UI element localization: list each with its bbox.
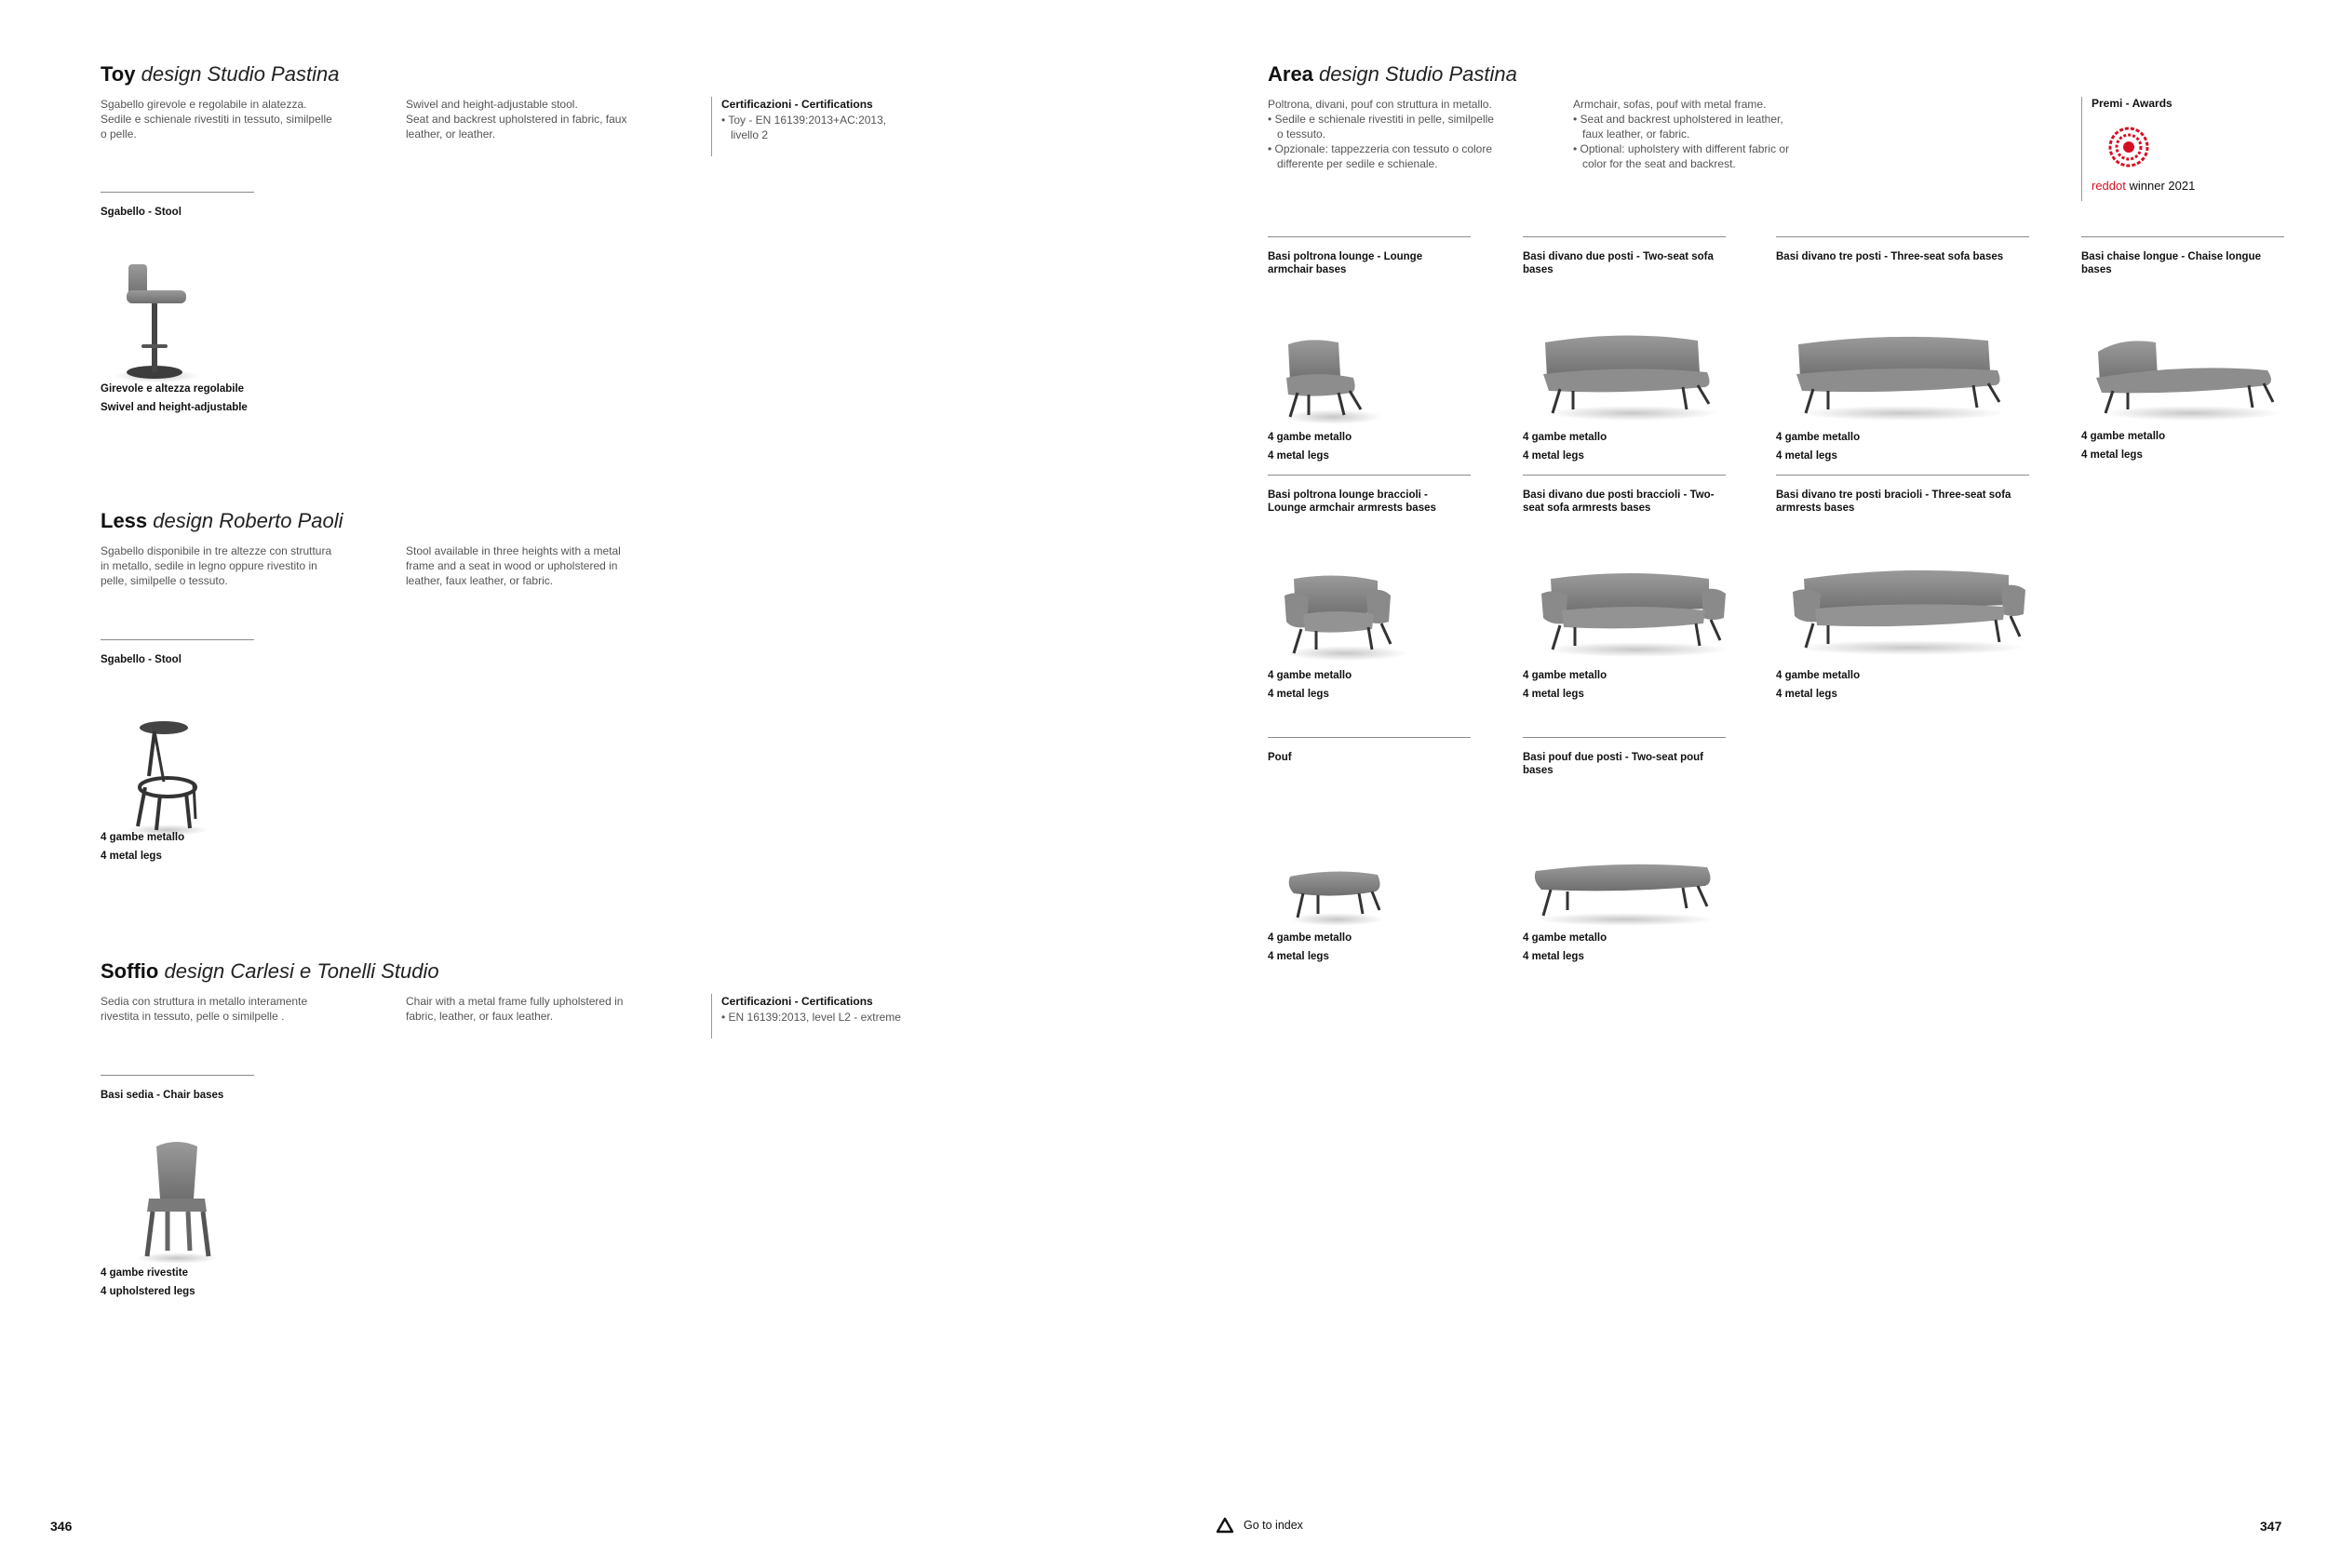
area-item-title: Basi poltrona lounge braccioli - Lounge armchair armrests bases (1268, 489, 1436, 514)
reddot-award-text: reddot winner 2021 (2092, 179, 2196, 193)
less-caption-en: 4 metal legs (101, 851, 162, 862)
toy-caption-en: Swivel and height-adjustable (101, 402, 248, 413)
area-item-caption-it: 4 gambe metallo (1523, 670, 1607, 681)
area-title (1268, 61, 1517, 87)
area-item-title: Basi divano due posti braccioli - Two-seat sofa armrests bases (1523, 489, 1715, 514)
area-awards: Premi - Awards reddot winner 2021 (2081, 97, 2195, 201)
toy-desc-en: Swivel and height-adjustable stool. Seat and backrest upholstered in fabric, faux leather, or leather. (406, 98, 627, 141)
divider (1523, 475, 1726, 476)
area-item-title: Basi pouf due posti - Two-seat pouf bases (1523, 752, 1704, 776)
chaise-longue-image (2094, 329, 2280, 422)
divider (1268, 475, 1471, 476)
area-item-caption-en: 4 metal legs (1268, 689, 1329, 700)
area-item-caption-en: 4 metal legs (1268, 951, 1329, 962)
divider (1268, 737, 1471, 738)
area-item-caption-it: 4 gambe metallo (1776, 432, 1861, 443)
divider (101, 192, 254, 193)
triangle-icon (1216, 1517, 1234, 1534)
go-to-index-label: Go to index (1244, 1519, 1303, 1532)
toy-caption-it: Girevole e altezza regolabile (101, 383, 245, 395)
toy-desc-it: Sgabello girevole e regolabile in alatezza. Sedile e schienale rivestiti in tessuto, similpelle o pelle. (101, 98, 332, 141)
area-name: Area (1268, 62, 1313, 86)
pouf-image (1285, 864, 1387, 929)
area-desc-en: Armchair, sofas, pouf with metal frame. • Seat and backrest upholstered in leather, faux leather, or fabric. • Optional: upholstery with different fabric or color for the seat and backrest. (1573, 98, 1790, 170)
area-item-caption-it: 4 gambe metallo (1268, 670, 1352, 681)
toy-stool-image (110, 251, 203, 383)
toy-designer: design Studio Pastina (141, 62, 340, 86)
two-seat-sofa-armrests-image (1538, 566, 1733, 659)
soffio-certifications: Certificazioni - Certifications • EN 16139:2013, level L2 - extreme (711, 994, 901, 1039)
divider (1523, 236, 1726, 237)
soffio-caption-it: 4 gambe rivestite (101, 1267, 188, 1279)
toy-name: Toy (101, 62, 136, 86)
area-item-title: Basi divano tre posti bracioli - Three-seat sofa armrests bases (1776, 489, 2011, 514)
toy-title (101, 61, 339, 87)
two-seat-pouf-image (1530, 854, 1716, 929)
less-section-label: Sgabello - Stool (101, 654, 182, 665)
lounge-armchair-armrests-image (1281, 570, 1411, 663)
area-item-caption-it: 4 gambe metallo (1268, 432, 1352, 443)
area-item-caption-en: 4 metal legs (2081, 449, 2143, 461)
less-desc-en: Stool available in three heights with a metal frame and a seat in wood or upholstered in leather, faux leather, or fabric. (406, 544, 621, 587)
divider (101, 639, 254, 640)
area-item-caption-it: 4 gambe metallo (1776, 670, 1861, 681)
three-seat-sofa-armrests-image (1789, 564, 2031, 657)
area-item-caption-en: 4 metal legs (1268, 450, 1329, 462)
soffio-desc-en: Chair with a metal frame fully upholstered in fabric, leather, or faux leather. (406, 995, 624, 1023)
less-title (101, 508, 343, 534)
area-item-title: Basi divano tre posti - Three-seat sofa bases (1776, 251, 2004, 262)
divider (1776, 475, 2029, 476)
area-item-title: Basi divano due posti - Two-seat sofa bases (1523, 251, 1714, 275)
area-designer: design Studio Pastina (1319, 62, 1517, 86)
area-item-caption-it: 4 gambe metallo (1268, 932, 1352, 944)
less-name: Less (101, 509, 148, 532)
divider (101, 1075, 254, 1076)
area-item-title: Basi chaise longue - Chaise longue bases (2081, 251, 2261, 275)
page-number-left: 346 (50, 1519, 73, 1534)
area-item-caption-en: 4 metal legs (1776, 689, 1837, 700)
page-number-right: 347 (2260, 1519, 2282, 1534)
divider (1523, 737, 1726, 738)
soffio-name: Soffio (101, 959, 159, 983)
area-desc-it: Poltrona, divani, pouf con struttura in metallo. • Sedile e schienale rivestiti in pelle, similpelle o tessuto. • Opzionale: tappezzeria con tessuto o colore differente per sedile e schienale. (1268, 98, 1494, 170)
toy-certifications: Certificazioni - Certifications • Toy - EN 16139:2013+AC:2013, livello 2 (711, 97, 886, 156)
two-seat-sofa-image (1540, 329, 1716, 422)
area-item-title: Basi poltrona lounge - Lounge armchair bases (1268, 251, 1423, 275)
area-item-caption-it: 4 gambe metallo (1523, 932, 1607, 944)
divider (2081, 236, 2284, 237)
area-item-caption-it: 4 gambe metallo (1523, 432, 1607, 443)
toy-section-label: Sgabello - Stool (101, 207, 182, 218)
area-item-title: Pouf (1268, 752, 1292, 763)
soffio-section-label: Basi sedia - Chair bases (101, 1090, 224, 1101)
lounge-armchair-image (1281, 333, 1383, 426)
reddot-logo-icon (2108, 127, 2149, 168)
area-item-caption-en: 4 metal legs (1523, 450, 1584, 462)
soffio-designer: design Carlesi e Tonelli Studio (164, 959, 439, 983)
divider (1268, 236, 1471, 237)
go-to-index-link[interactable] (1216, 1517, 1303, 1534)
less-desc-it: Sgabello disponibile in tre altezze con struttura in metallo, sedile in legno oppure rivestito in pelle, similpelle o tessuto. (101, 544, 332, 587)
less-stool-image (121, 717, 214, 838)
soffio-title (101, 958, 439, 985)
three-seat-sofa-image (1793, 329, 2007, 422)
soffio-caption-en: 4 upholstered legs (101, 1286, 195, 1297)
area-item-caption-en: 4 metal legs (1523, 951, 1584, 962)
area-item-caption-it: 4 gambe metallo (2081, 431, 2166, 442)
area-item-caption-en: 4 metal legs (1523, 689, 1584, 700)
divider (1776, 236, 2029, 237)
soffio-desc-it: Sedia con struttura in metallo interamente rivestita in tessuto, pelle o similpelle . (101, 995, 308, 1023)
less-caption-it: 4 gambe metallo (101, 832, 185, 843)
soffio-chair-image (130, 1137, 223, 1266)
area-item-caption-en: 4 metal legs (1776, 450, 1837, 462)
less-designer: design Roberto Paoli (153, 509, 343, 532)
